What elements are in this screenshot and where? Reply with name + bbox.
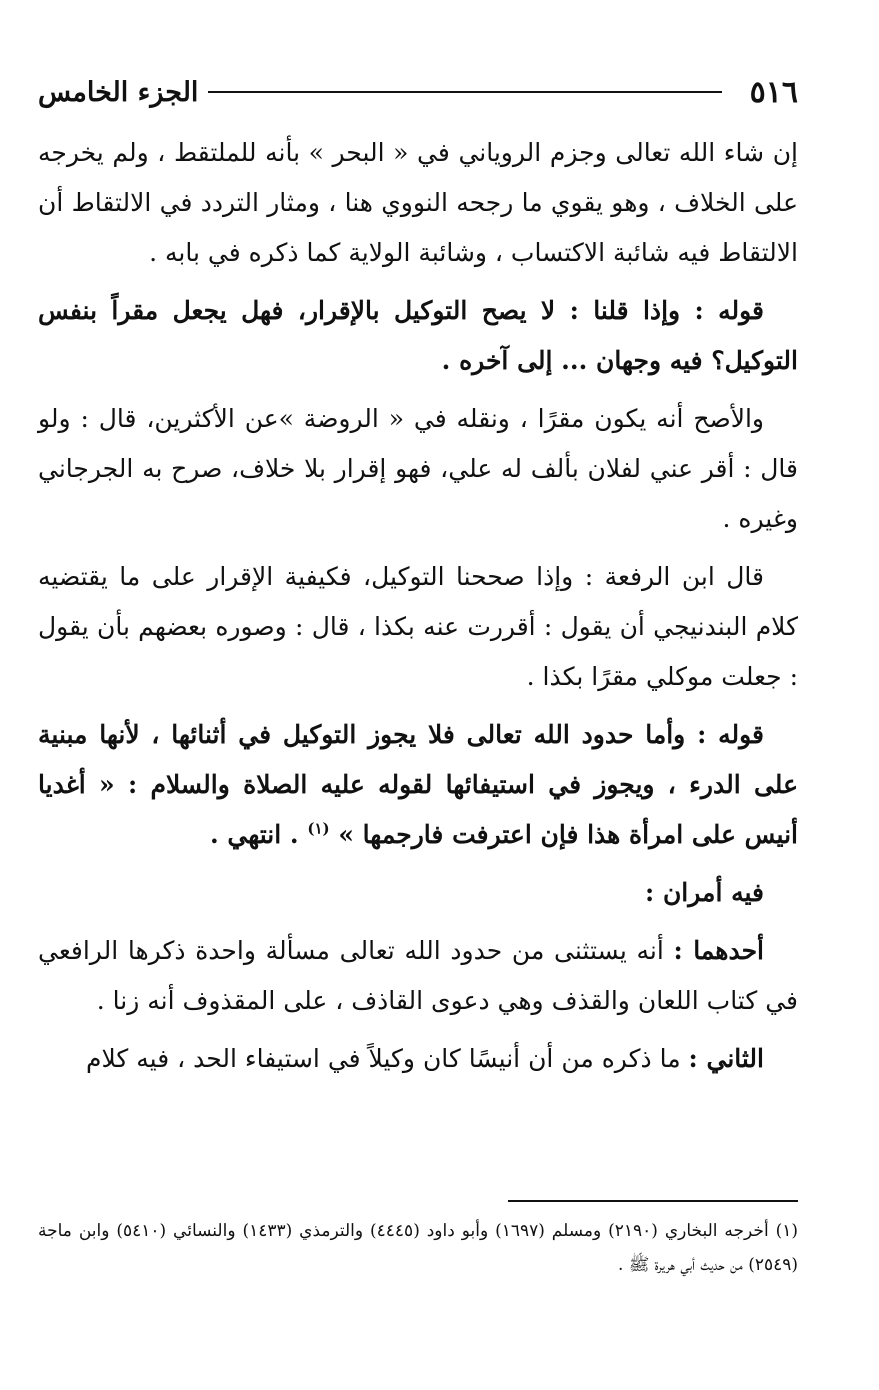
- footnote-rule: [508, 1200, 798, 1202]
- paragraph-quote-hudud-end: . انتهي .: [210, 820, 299, 849]
- paragraph-asah: والأصح أنه يكون مقرًا ، ونقله في « الروضة »عن الأكثرين، قال : ولو قال : أقر عني لفلان بألف له علي، فهو إقرار بلا خلاف، صرح به الجرجاني وغيره .: [38, 404, 798, 533]
- paragraph-first-text: أنه يستثنى من حدود الله تعالى مسألة واحدة ذكرها الرافعي في كتاب اللعان والقذف وهي دعوى القاذف ، على المقذوف أنه زنا .: [38, 936, 798, 1015]
- footnote-reference: (١): [307, 819, 330, 838]
- paragraph-quote-hudud-text: قوله : وأما حدود الله تعالى فلا يجوز التوكيل في أثنائها ، لأنها مبنية على الدرء ، ويجوز في استيفائها لقوله عليه الصلاة والسلام : « أغديا أنيس على امرأة هذا فإن اعترفت فارجمها »: [38, 720, 798, 849]
- paragraph-second: [38, 1034, 798, 1084]
- paragraph-second-text: ما ذكره من أن أنيسًا كان وكيلاً في استيفاء الحد ، فيه كلام: [86, 1044, 681, 1073]
- footnote: (١) أخرجه البخاري (٢١٩٠) ومسلم (١٦٩٧) وأبو داود (٤٤٤٥) والترمذي (١٤٣٣) والنسائي (٥٤١٠) وابن ماجة (٢٥٤٩) من حديث أبي هريرة ﷺ .: [38, 1221, 798, 1275]
- paragraph-first: [38, 926, 798, 1026]
- paragraph-quote-tawkil: قوله : وإذا قلنا : لا يصح التوكيل بالإقرار، فهل يجعل مقراً بنفس التوكيل؟ فيه وجهان ... إلى آخره .: [38, 296, 798, 375]
- header-rule: [208, 91, 721, 93]
- paragraph-second-lead: الثاني :: [688, 1044, 764, 1073]
- paragraph-continuation: إن شاء الله تعالى وجزم الروياني في « البحر » بأنه للملتقط ، ولم يخرجه على الخلاف ، وهو يقوي ما رجحه النووي هنا ، ومثار التردد في الالتقاط أن الالتقاط فيه شائبة الاكتساب ، وشائبة الولاية كما ذكره في بابه .: [38, 138, 798, 267]
- running-title: الجزء الخامس: [38, 76, 199, 108]
- page-header: [38, 72, 798, 112]
- page-number: ٥١٦: [749, 74, 798, 110]
- paragraph-quote-hudud: [38, 710, 798, 860]
- page-body: [38, 128, 798, 1092]
- paragraph-ibn-alrifa: قال ابن الرفعة : وإذا صححنا التوكيل، فكيفية الإقرار على ما يقتضيه كلام البندنيجي أن يقول : أقررت عنه بكذا ، قال : وصوره بعضهم بأن يقول : جعلت موكلي مقرًا بكذا .: [38, 562, 798, 691]
- paragraph-first-lead: أحدهما :: [673, 936, 764, 965]
- paragraph-amran: فيه أمران :: [645, 878, 764, 907]
- book-page: [38, 0, 798, 1390]
